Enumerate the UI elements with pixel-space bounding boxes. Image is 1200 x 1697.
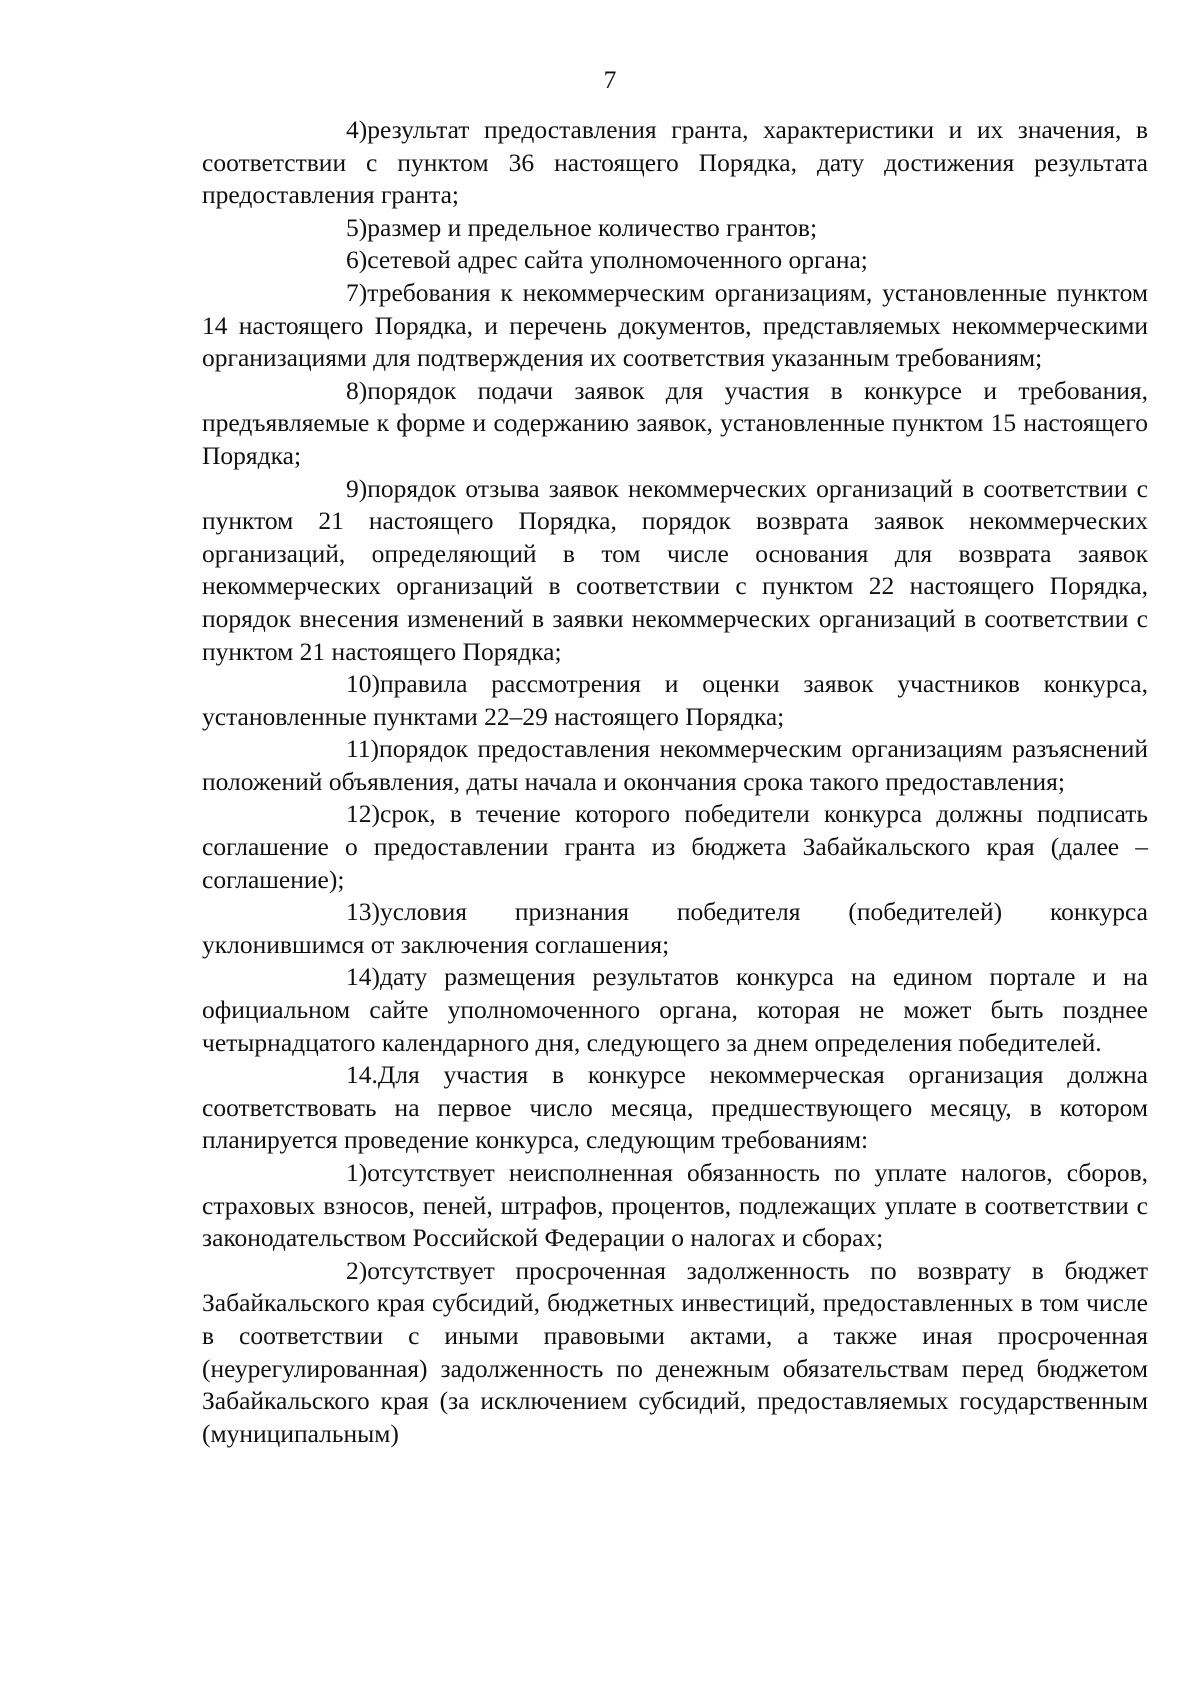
item-number: 11) bbox=[346, 734, 380, 764]
list-item bbox=[202, 896, 1148, 961]
list-item bbox=[202, 798, 1148, 896]
item-number: 12) bbox=[346, 799, 380, 829]
item-number: 1) bbox=[346, 1158, 368, 1187]
section-text: Для участия в конкурсе некоммерческая организация должна соответствовать на первое число месяца, предшествующего месяцу, в котором планируется проведение конкурса, следующим требованиям: bbox=[202, 1060, 1148, 1155]
item-text: срок, в течение которого победители конкурса должны подписать соглашение о предоставлении гранта из бюджета Забайкальского края (далее – соглашение); bbox=[202, 799, 1148, 894]
item-text: требования к некоммерческим организациям, установленные пунктом 14 настоящего Порядка, и перечень документов, представляемых некоммерческими организациями для подтверждения их соответствия указанным требованиям; bbox=[202, 277, 1148, 373]
item-number: 5) bbox=[346, 212, 368, 242]
list-item bbox=[202, 114, 1148, 212]
item-text: сетевой адрес сайта уполномоченного органа; bbox=[367, 245, 868, 275]
item-number: 4) bbox=[346, 115, 368, 144]
list-item bbox=[202, 375, 1148, 473]
item-number: 7) bbox=[346, 277, 368, 307]
item-number: 9) bbox=[346, 473, 368, 503]
item-number: 6) bbox=[346, 245, 368, 275]
item-text: порядок подачи заявок для участия в конкурсе и требования, предъявляемые к форме и содержанию заявок, установленные пунктом 15 настоящего Порядка; bbox=[202, 375, 1148, 470]
item-text: условия признания победителя (победителей) конкурса уклонившимся от заключения соглашения; bbox=[202, 897, 1148, 959]
body-text bbox=[202, 114, 1148, 1450]
item-number: 10) bbox=[346, 669, 380, 699]
item-text: порядок предоставления некоммерческим организациям разъяснений положений объявления, даты начала и окончания срока такого предоставления; bbox=[202, 734, 1148, 796]
list-item bbox=[202, 961, 1148, 1059]
list-item bbox=[202, 733, 1148, 798]
item-text: порядок отзыва заявок некоммерческих организаций в соответствии с пунктом 21 настоящего Порядка, порядок возврата заявок некоммерческих организаций, определяющий в том числе основания для возврата заявок некоммерческих организаций в соответствии с пунктом 22 настоящего Порядка, порядок внесения изменений в заявки некоммерческих организаций в соответствии с пунктом 21 настоящего Порядка; bbox=[202, 473, 1148, 666]
list-item bbox=[202, 277, 1148, 375]
item-text: размер и предельное количество грантов; bbox=[367, 212, 818, 242]
item-text: дату размещения результатов конкурса на едином портале и на официальном сайте уполномоченного органа, которая не может быть позднее четырнадцатого календарного дня, следующего за днем определения победителей. bbox=[202, 962, 1148, 1057]
item-text: отсутствует неисполненная обязанность по уплате налогов, сборов, страховых взносов, пеней, штрафов, процентов, подлежащих уплате в соответствии с законодательством Российской Федерации о налогах и сборах; bbox=[202, 1158, 1148, 1253]
item-number: 8) bbox=[346, 375, 368, 405]
item-text: отсутствует просроченная задолженность по возврату в бюджет Забайкальского края субсидий, бюджетных инвестиций, предоставленных в том числе в соответствии с иными правовыми актами, а также иная просроченная (неурегулированная) задолженность по денежным обязательствам перед бюджетом Забайкальского края (за исключением субсидий, предоставляемых государственным (муниципальным) bbox=[202, 1255, 1148, 1448]
item-number: 14) bbox=[346, 962, 380, 992]
item-text: результат предоставления гранта, характеристики и их значения, в соответствии с пунктом 36 настоящего Порядка, дату достижения результата предоставления гранта; bbox=[202, 115, 1148, 210]
list-item bbox=[202, 212, 1148, 245]
page-number: 7 bbox=[603, 65, 617, 94]
list-item bbox=[202, 1255, 1148, 1451]
section-paragraph bbox=[202, 1059, 1148, 1157]
list-item bbox=[202, 668, 1148, 733]
item-text: правила рассмотрения и оценки заявок участников конкурса, установленные пунктами 22–29 настоящего Порядка; bbox=[202, 669, 1148, 731]
list-item bbox=[202, 1157, 1148, 1255]
list-item bbox=[202, 244, 1148, 277]
item-number: 13) bbox=[346, 897, 380, 927]
section-number: 14. bbox=[346, 1060, 378, 1090]
item-number: 2) bbox=[346, 1255, 368, 1285]
list-item bbox=[202, 473, 1148, 669]
